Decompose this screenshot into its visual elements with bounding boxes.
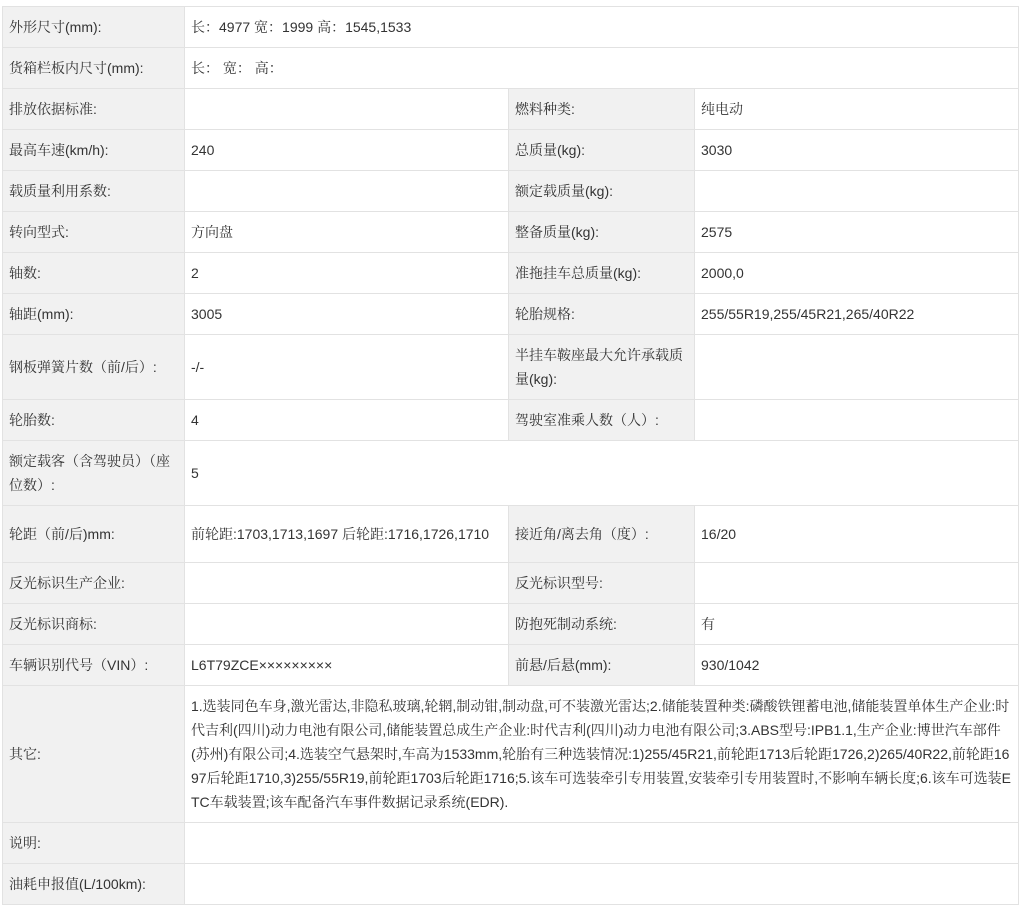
table-row [3, 506, 1019, 563]
table-row [3, 171, 1019, 212]
steering-type-label: 转向型式: [3, 212, 185, 253]
table-row [3, 89, 1019, 130]
max-speed-value: 240 [185, 130, 509, 171]
tire-spec-label: 轮胎规格: [509, 294, 695, 335]
dimensions-label: 外形尺寸(mm): [3, 7, 185, 48]
seating-capacity-label: 额定载客（含驾驶员）（座位数）: [3, 441, 185, 506]
overhang-label: 前悬/后悬(mm): [509, 645, 695, 686]
max-speed-label: 最高车速(km/h): [3, 130, 185, 171]
track-width-label: 轮距（前/后)mm: [3, 506, 185, 563]
emission-standard-value [185, 89, 509, 130]
table-row [3, 823, 1019, 864]
tire-spec-value: 255/55R19,255/45R21,265/40R22 [695, 294, 1019, 335]
table-row [3, 400, 1019, 441]
reflector-model-value [695, 563, 1019, 604]
fuel-type-label: 燃料种类: [509, 89, 695, 130]
load-utilization-label: 载质量利用系数: [3, 171, 185, 212]
approach-departure-angle-label: 接近角/离去角（度）: [509, 506, 695, 563]
wheelbase-value: 3005 [185, 294, 509, 335]
table-row [3, 7, 1019, 48]
table-row [3, 294, 1019, 335]
table-row [3, 253, 1019, 294]
tire-count-value: 4 [185, 400, 509, 441]
approach-departure-angle-value: 16/20 [695, 506, 1019, 563]
leaf-spring-label: 钢板弹簧片数（前/后）: [3, 335, 185, 400]
track-width-value: 前轮距:1703,1713,1697 后轮距:1716,1726,1710 [185, 506, 509, 563]
table-row [3, 864, 1019, 905]
rated-load-value [695, 171, 1019, 212]
table-row [3, 212, 1019, 253]
saddle-load-value [695, 335, 1019, 400]
vin-label: 车辆识别代号（VIN）: [3, 645, 185, 686]
rated-load-label: 额定载质量(kg): [509, 171, 695, 212]
gross-mass-value: 3030 [695, 130, 1019, 171]
cab-capacity-label: 驾驶室准乘人数（人）: [509, 400, 695, 441]
steering-type-value: 方向盘 [185, 212, 509, 253]
gross-mass-label: 总质量(kg): [509, 130, 695, 171]
other-value: 1.选装同色车身,激光雷达,非隐私玻璃,轮辋,制动钳,制动盘,可不装激光雷达;2.储能装置种类:磷酸铁锂蓄电池,储能装置单体生产企业:时代吉利(四川)动力电池有限公司,储能装置总成生产企业:时代吉利(四川)动力电池有限公司;3.ABS型号:IPB1.1,生产企业:博世汽车部件(苏州)有限公司;4.选装空气悬架时,车高为1533mm,轮胎有三种选装情况:1)255/45R21,前轮距1713后轮距1726,2)265/40R22,前轮距1697后轮距1710,3)255/55R19,前轮距1703后轮距1716;5.该车可选装牵引专用装置,安装牵引专用装置时,不影响车辆长度;6.该车可选装ETC车载装置;该车配备汽车事件数据记录系统(EDR). [185, 686, 1019, 823]
table-row [3, 563, 1019, 604]
table-row [3, 130, 1019, 171]
table-row [3, 645, 1019, 686]
load-utilization-value [185, 171, 509, 212]
tire-count-label: 轮胎数: [3, 400, 185, 441]
vin-value: L6T79ZCE××××××××× [185, 645, 509, 686]
table-row [3, 335, 1019, 400]
curb-mass-label: 整备质量(kg): [509, 212, 695, 253]
reflector-maker-label: 反光标识生产企业: [3, 563, 185, 604]
dimensions-value: 长：4977 宽：1999 高：1545,1533 [185, 7, 1019, 48]
reflector-maker-value [185, 563, 509, 604]
leaf-spring-value: -/- [185, 335, 509, 400]
trailer-mass-label: 准拖挂车总质量(kg): [509, 253, 695, 294]
reflector-brand-value [185, 604, 509, 645]
notes-value [185, 823, 1019, 864]
abs-label: 防抱死制动系统: [509, 604, 695, 645]
fuel-consumption-value [185, 864, 1019, 905]
axle-count-value: 2 [185, 253, 509, 294]
seating-capacity-value: 5 [185, 441, 1019, 506]
cargo-box-dimensions-label: 货箱栏板内尺寸(mm): [3, 48, 185, 89]
reflector-model-label: 反光标识型号: [509, 563, 695, 604]
table-row [3, 604, 1019, 645]
trailer-mass-value: 2000,0 [695, 253, 1019, 294]
fuel-consumption-label: 油耗申报值(L/100km): [3, 864, 185, 905]
other-label: 其它: [3, 686, 185, 823]
cargo-box-dimensions-value: 长： 宽： 高： [185, 48, 1019, 89]
table-row [3, 686, 1019, 823]
reflector-brand-label: 反光标识商标: [3, 604, 185, 645]
saddle-load-label: 半挂车鞍座最大允许承载质量(kg): [509, 335, 695, 400]
wheelbase-label: 轴距(mm): [3, 294, 185, 335]
curb-mass-value: 2575 [695, 212, 1019, 253]
overhang-value: 930/1042 [695, 645, 1019, 686]
emission-standard-label: 排放依据标准: [3, 89, 185, 130]
axle-count-label: 轴数: [3, 253, 185, 294]
notes-label: 说明: [3, 823, 185, 864]
vehicle-spec-table [2, 6, 1019, 905]
fuel-type-value: 纯电动 [695, 89, 1019, 130]
table-row [3, 441, 1019, 506]
table-row [3, 48, 1019, 89]
cab-capacity-value [695, 400, 1019, 441]
abs-value: 有 [695, 604, 1019, 645]
